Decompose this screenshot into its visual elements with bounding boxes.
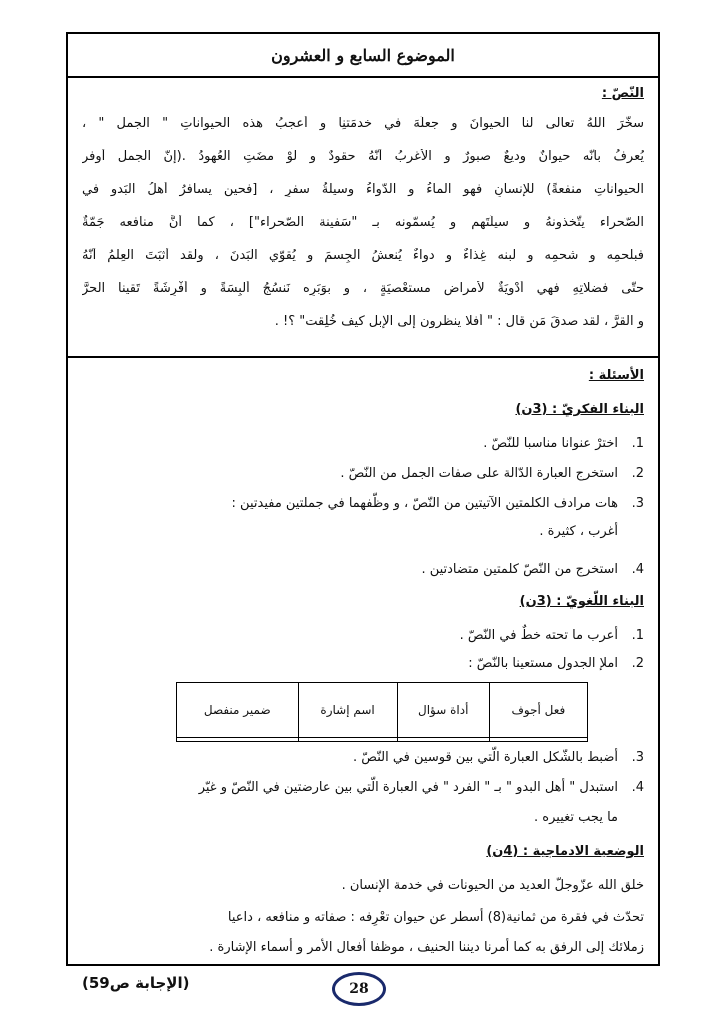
table-header-cell: اسم إشارة [298, 683, 397, 738]
question-item [421, 562, 644, 577]
integration-line: زملائك إلى الرفق به كما أمرنا ديننا الحنيف ، موظفا أفعال الأمر و أسماء الإشارة . [209, 940, 644, 955]
text-line: الحيواناتِ منفعةً) للإنسانِ فهو الماءُ و الدّواءُ وسيلةُ سفرٍ ، [فحين يسافرُ أهلُ البَدو في [82, 182, 644, 197]
text-line: يُعرفُ بأنّه حيوانٌ وديعٌ صبورٌ و الأغربُ أنّهُ حقودٌ و لوْ مضَتِ العُهودُ .(إنّ الجمل أوفر [82, 149, 644, 164]
text-line: حتّى فضلاتِهِ فهي أدْويَةٌ لأمراضٍ مستعْصيَةٍ ، و بوَبَرِه نَنسُجُ ألْبِسَةً و أفْرِشَةً تَقينا الحرَّ [82, 281, 644, 296]
answer-reference: (الإجابة ص59) [82, 974, 190, 992]
item-text: استخرج من النّصّ كلمتين متضادتين . [421, 562, 618, 577]
table-cell[interactable] [397, 738, 489, 742]
table-row [177, 738, 588, 742]
item-number: 3. [631, 750, 644, 765]
item-number: 2. [631, 656, 644, 671]
item-text: ما يجب تغييره . [534, 810, 618, 825]
item-text: استخرج العبارة الدّالة على صفات الجمل من النّصّ . [340, 466, 618, 481]
text-line: و القرَّ ، لقد صدقَ مَن قال : " أفلا ينظرون إلى الإبل كيف خُلِقت" ؟! . [274, 314, 644, 329]
question-item [232, 496, 644, 511]
item-text: هات مرادف الكلمتين الآتيتين من النّصّ ، و وظّفهما في جملتين مفيدتين : [231, 496, 618, 511]
item-number: 2. [631, 466, 644, 481]
integration-line: خلق الله عزّوجلّ العديد من الحيونات في خدمة الإنسان . [341, 878, 644, 893]
question-item [539, 524, 644, 539]
text-heading: النّصّ : [601, 86, 644, 101]
item-number: 1. [631, 436, 644, 451]
question-item [199, 780, 644, 795]
question-item [468, 656, 644, 671]
item-text: اخترْ عنوانا مناسبا للنّصّ . [483, 436, 618, 451]
table-header-cell: ضمير منفصل [177, 683, 299, 738]
text-line: الصّحراء يتّخذونهُ و سيلَتَهم و يُسمّونه بـ "سَفينة الصّحراء"] ، كما أنَّ منافعه جَمّةٌ [82, 215, 644, 230]
table-header-cell: فعل أجوف [489, 683, 587, 738]
item-text: املإ الجدول مستعينا بالنّصّ : [468, 656, 618, 671]
page-number: 28 [332, 972, 386, 1006]
item-number: 4. [631, 562, 644, 577]
language-heading: البناء اللّغويّ : (3ن) [519, 594, 644, 609]
question-item [534, 810, 644, 825]
integration-line: تحدّث في فقرة من ثمانية(8) أسطر عن حيوان تعْرِفه : صفاته و منافعه ، داعيا [227, 910, 644, 925]
question-item [460, 628, 644, 643]
thought-heading: البناء الفكريّ : (3ن) [515, 402, 644, 417]
item-text: أعرب ما تحته خطٌ في النّصّ . [459, 628, 618, 643]
item-number: 1. [631, 628, 644, 643]
fill-table [176, 682, 588, 742]
item-number: 4. [631, 780, 644, 795]
topic-title: الموضوع السابع و العشرون [68, 34, 658, 78]
text-section [68, 78, 658, 358]
integration-heading: الوضعية الادماجية : (4ن) [486, 844, 644, 859]
item-text: أغرب ، كثيرة . [539, 524, 618, 539]
questions-heading: الأسئلة : [588, 368, 644, 383]
table-header-row [177, 683, 588, 738]
item-number: 3. [631, 496, 644, 511]
question-item [353, 750, 644, 765]
question-item [340, 466, 644, 481]
text-line: فبلحمِه و شحمِه و لبنه غِذاءٌ و دواءٌ يُنعشُ الجِسمَ و يُقوّي البَدنَ ، ولقد أثبَتَ العِلْمُ أنّهُ [82, 248, 644, 263]
table-cell[interactable] [177, 738, 299, 742]
table-header-cell: أداة سؤال [397, 683, 489, 738]
question-item [483, 436, 644, 451]
table-cell[interactable] [489, 738, 587, 742]
item-text: أضبط بالشّكل العبارة الّتي بين قوسين في النّصّ . [353, 750, 618, 765]
table-cell[interactable] [298, 738, 397, 742]
item-text: استبدل " أهل البدو " بـ " الفرد " في العبارة الّتي بين عارضتين في النّصّ و غيّر [198, 780, 618, 795]
text-line: سخّرَ اللهُ تعالى لنا الحيوانَ و جعلَهَ في خدمَتنِا و أعجبُ هذه الحيواناتِ " الجمل " ، [82, 116, 644, 131]
